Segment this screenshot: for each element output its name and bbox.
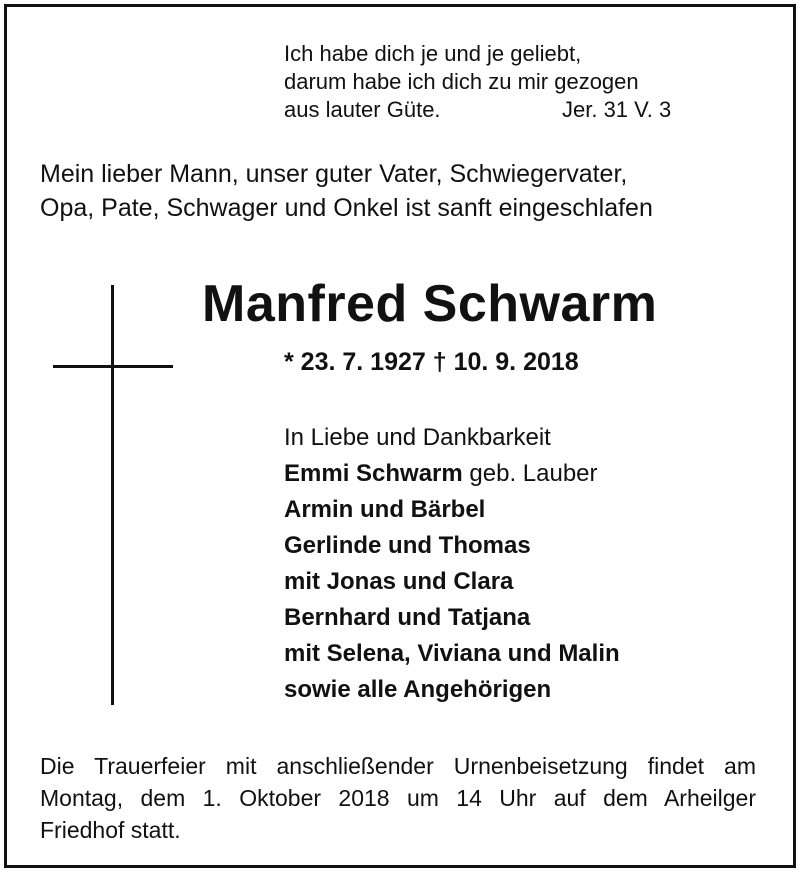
family-list: [284, 420, 620, 708]
cross-icon-bar: [53, 365, 173, 368]
family-member: Gerlinde und Thomas: [284, 532, 531, 559]
family-heading: In Liebe und Dankbarkeit: [284, 424, 551, 451]
cross-icon: [111, 285, 114, 705]
verse-line: [284, 96, 672, 124]
intro-text: [40, 157, 653, 225]
spouse-note: geb. Lauber: [462, 460, 598, 487]
intro-line: Mein lieber Mann, unser guter Vater, Schwiegervater,: [40, 160, 628, 188]
funeral-info: [40, 750, 756, 846]
family-member: Armin und Bärbel: [284, 496, 486, 523]
bible-verse: [284, 40, 672, 124]
family-member: Bernhard und Tatjana: [284, 604, 531, 631]
spouse-name: Emmi Schwarm: [284, 460, 463, 487]
verse-line: darum habe ich dich zu mir gezogen: [284, 69, 639, 94]
verse-line-text: aus lauter Güte.: [284, 97, 441, 122]
family-member: sowie alle Angehörigen: [284, 676, 552, 703]
funeral-line: Friedhof statt.: [40, 817, 181, 843]
family-spouse: [284, 456, 620, 492]
verse-line: Ich habe dich je und je geliebt,: [284, 41, 582, 66]
life-dates: * 23. 7. 1927 † 10. 9. 2018: [284, 348, 579, 376]
intro-line: Opa, Pate, Schwager und Onkel ist sanft eingeschlafen: [40, 194, 653, 222]
family-member: mit Jonas und Clara: [284, 568, 514, 595]
deceased-name: Manfred Schwarm: [202, 275, 658, 333]
family-member: mit Selena, Viviana und Malin: [284, 640, 620, 667]
funeral-line: Die Trauerfeier mit anschließender Urnenbeisetzung findet am: [40, 753, 756, 779]
funeral-line: Montag, dem 1. Oktober 2018 um 14 Uhr auf dem Arheilger: [40, 785, 756, 811]
verse-reference: Jer. 31 V. 3: [562, 97, 672, 122]
